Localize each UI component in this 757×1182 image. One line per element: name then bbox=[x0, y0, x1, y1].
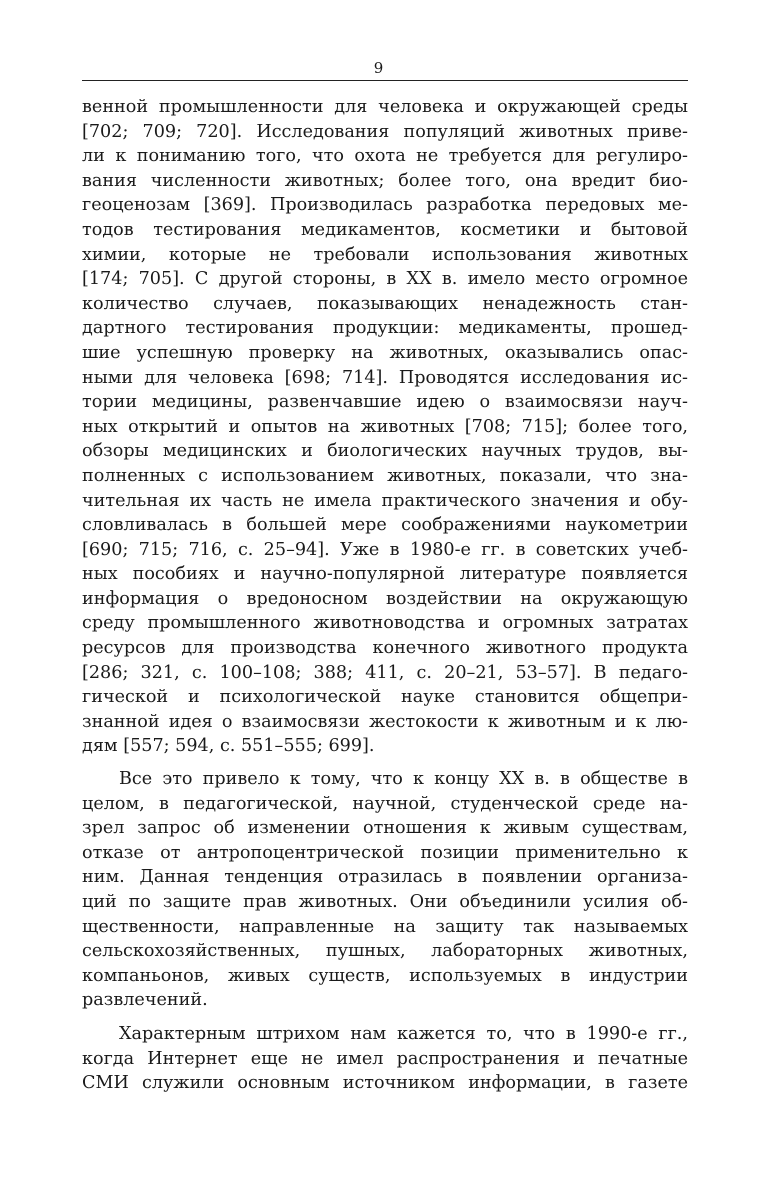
text-line: геоценозам [369]. Производилась разработка передовых ме- bbox=[82, 195, 688, 216]
text-line: ций по защите прав животных. Они объединили усилия об- bbox=[82, 892, 688, 912]
header-rule bbox=[82, 80, 688, 81]
text-line: Характерным штрихом нам кажется то, что в 1990-е гг., bbox=[119, 1023, 688, 1044]
text-line: ним. Данная тенденция отразилась в появлении организа- bbox=[82, 867, 688, 888]
text-line: вания численности животных; более того, она вредит био- bbox=[82, 170, 688, 191]
text-line: компаньонов, живых существ, используемых в индустрии bbox=[82, 965, 688, 986]
text-line: отказе от антропоцентрической позиции применительно к bbox=[82, 842, 688, 863]
text-line: ресурсов для производства конечного животного продукта bbox=[82, 638, 688, 659]
text-line: тории медицины, развенчавшие идею о взаимосвязи науч- bbox=[82, 392, 688, 413]
paragraph bbox=[82, 95, 688, 759]
paragraph bbox=[82, 1022, 688, 1096]
text-line: [690; 715; 716, с. 25–94]. Уже в 1980-е гг. в советских учеб- bbox=[82, 539, 688, 560]
text-line: целом, в педагогической, научной, студенческой среде на- bbox=[82, 793, 688, 814]
text-line: венной промышленности для человека и окружающей среды bbox=[82, 97, 688, 117]
text-line: ных пособиях и научно-популярной литературе появляется bbox=[82, 564, 688, 585]
text-line: гической и психологической науке становится общепри- bbox=[82, 687, 688, 708]
text-line: словливалась в большей мере соображениями наукометрии bbox=[82, 515, 688, 536]
page-number: 9 bbox=[373, 59, 384, 77]
text-line: знанной идея о взаимосвязи жестокости к животным и к лю- bbox=[82, 711, 688, 732]
text-line: [286; 321, с. 100–108; 388; 411, с. 20–21, 53–57]. В педаго- bbox=[82, 662, 688, 683]
text-line: среду промышленного животноводства и огромных затратах bbox=[82, 613, 688, 634]
text-line: щественности, направленные на защиту так называемых bbox=[82, 916, 688, 937]
text-line: количество случаев, показывающих ненадежность стан- bbox=[82, 293, 688, 314]
text-line: зрел запрос об изменении отношения к живым существам, bbox=[82, 818, 688, 839]
text-line: химии, которые не требовали использования животных bbox=[82, 244, 688, 265]
text-line: сельскохозяйственных, пушных, лабораторных животных, bbox=[82, 941, 688, 962]
text-line: ными для человека [698; 714]. Проводятся исследования ис- bbox=[82, 367, 688, 388]
text-line: СМИ служили основным источником информации, в газете bbox=[82, 1073, 688, 1094]
text-line: чительная их часть не имела практического значения и обу- bbox=[82, 490, 688, 511]
text-line: когда Интернет еще не имел распространения и печатные bbox=[82, 1048, 688, 1069]
text-line: обзоры медицинских и биологических научных трудов, вы- bbox=[82, 441, 688, 462]
text-line: [702; 709; 720]. Исследования популяций животных приве- bbox=[82, 121, 688, 142]
text-line: тодов тестирования медикаментов, косметики и бытовой bbox=[82, 219, 688, 240]
paragraph bbox=[82, 767, 688, 1013]
text-line: развлечений. bbox=[82, 990, 208, 1011]
text-line: дартного тестирования продукции: медикаменты, прошед- bbox=[82, 318, 688, 339]
text-line: информация о вредоносном воздействии на окружающую bbox=[82, 588, 688, 609]
text-line: ных открытий и опытов на животных [708; 715]; более того, bbox=[82, 416, 688, 437]
text-line: Все это привело к тому, что к концу XX в. в обществе в bbox=[119, 769, 688, 790]
text-line: полненных с использованием животных, показали, что зна- bbox=[82, 465, 688, 486]
text-line: ли к пониманию того, что охота не требуется для регулиро- bbox=[82, 146, 688, 167]
text-line: [174; 705]. С другой стороны, в XX в. имело место огромное bbox=[82, 269, 688, 290]
text-line: шие успешную проверку на животных, оказывались опас- bbox=[82, 342, 688, 363]
text-line: дям [557; 594, с. 551–555; 699]. bbox=[82, 736, 375, 757]
text-block bbox=[82, 95, 688, 1096]
